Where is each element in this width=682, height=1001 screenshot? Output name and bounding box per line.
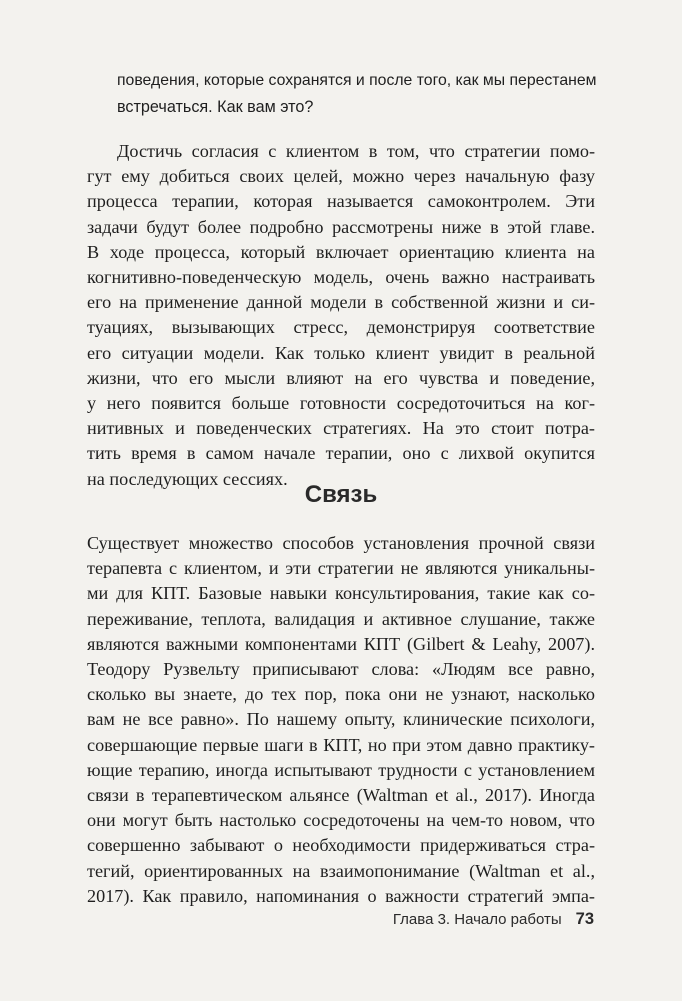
paragraph-line: Теодору Рузвельту приписывают слова: «Людям все равно, bbox=[87, 659, 595, 680]
paragraph-line: жизни, что его мысли влияют на его чувства и поведение, bbox=[87, 367, 595, 388]
paragraph-line: совершенно забывают о необходимости придерживаться стра- bbox=[87, 835, 595, 856]
paragraph-line: терапевта с клиентом, и эти стратегии не являются уникальны- bbox=[87, 558, 595, 579]
running-footer-chapter: Глава 3. Начало работы bbox=[392, 911, 562, 928]
section-heading: Связь bbox=[304, 481, 378, 508]
paragraph-line: гут ему добиться своих целей, можно через начальную фазу bbox=[87, 166, 595, 187]
paragraph-line: его ситуации модели. Как только клиент увидит в реальной bbox=[87, 342, 595, 363]
paragraph-line: В ходе процесса, который включает ориентацию клиента на bbox=[87, 241, 595, 262]
dialogue-excerpt bbox=[117, 68, 597, 120]
paragraph-line: являются важными компонентами КПТ (Gilbert & Leahy, 2007). bbox=[87, 633, 595, 654]
paragraph-line: ми для КПТ. Базовые навыки консультирования, такие как со- bbox=[87, 583, 595, 604]
body-paragraph-2 bbox=[87, 531, 595, 909]
paragraph-line: переживание, теплота, валидация и активное слушание, также bbox=[87, 608, 595, 629]
paragraph-line: процесса терапии, которая называется самоконтролем. Эти bbox=[87, 191, 595, 212]
paragraph-line: ющие терапию, иногда испытывают трудности с установлением bbox=[87, 759, 595, 780]
paragraph-line: связи в терапевтическом альянсе (Waltman et al., 2017). Иногда bbox=[87, 785, 595, 806]
paragraph-line: совершающие первые шаги в КПТ, но при этом давно практику- bbox=[87, 734, 595, 755]
paragraph-line: задачи будут более подробно рассмотрены ниже в этой главе. bbox=[87, 216, 595, 237]
dialogue-line: встречаться. Как вам это? bbox=[117, 98, 314, 116]
paragraph-line: они могут быть настолько сосредоточены на чем-то новом, что bbox=[87, 810, 595, 831]
paragraph-line: у него появится больше готовности сосредоточиться на ког- bbox=[87, 393, 595, 414]
paragraph-line: когнитивно-поведенческую модель, очень важно настраивать bbox=[87, 267, 595, 288]
paragraph-line: Существует множество способов установления прочной связи bbox=[87, 533, 595, 553]
paragraph-line: нитивных и поведенческих стратегиях. На это стоит потра- bbox=[87, 418, 595, 439]
paragraph-line: сколько вы знаете, до тех пор, пока они не узнают, насколько bbox=[87, 684, 595, 705]
paragraph-line: тить время в самом начале терапии, оно с лихвой окупится bbox=[87, 443, 595, 464]
paragraph-line: на последующих сессиях. bbox=[87, 468, 288, 489]
page-number: 73 bbox=[575, 910, 594, 928]
body-paragraph-1 bbox=[87, 139, 595, 492]
page-footer bbox=[393, 909, 594, 930]
paragraph-line: тегий, ориентированных на взаимопонимание (Waltman et al., bbox=[87, 860, 595, 881]
paragraph-line: 2017). Как правило, напоминания о важности стратегий эмпа- bbox=[87, 885, 595, 906]
paragraph-line: туациях, вызывающих стресс, демонстрируя соответствие bbox=[87, 317, 595, 338]
paragraph-line: вам не все равно». По нашему опыту, клинические психологи, bbox=[87, 709, 595, 730]
dialogue-line: поведения, которые сохранятся и после того, как мы перестанем bbox=[117, 72, 597, 89]
paragraph-line: его на применение данной модели в собственной жизни и си- bbox=[87, 292, 595, 313]
paragraph-line: Достичь согласия с клиентом в том, что стратегии помо- bbox=[117, 141, 595, 161]
